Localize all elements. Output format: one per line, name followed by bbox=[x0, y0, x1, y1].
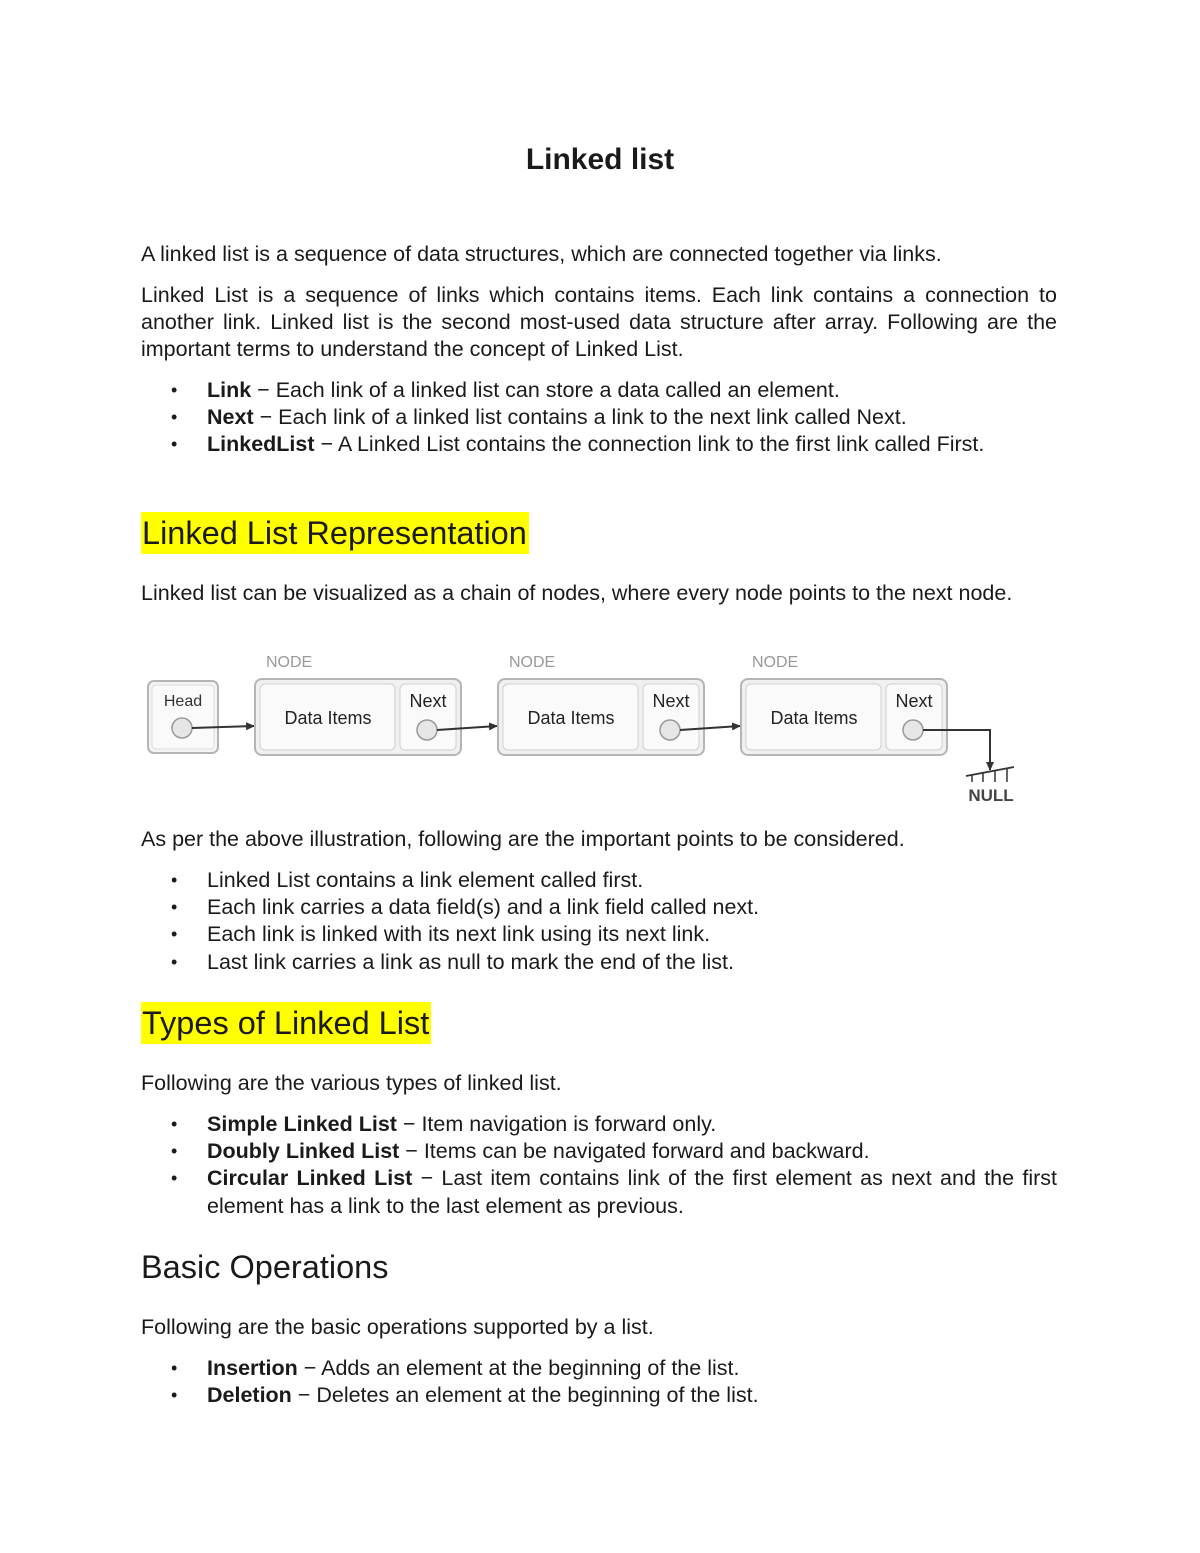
node-label: NODE bbox=[752, 654, 799, 671]
head-box bbox=[148, 681, 218, 753]
next-label: Next bbox=[895, 691, 933, 711]
term-description: − Last item contains link of the first element as next and the first element has a link to the last element as previous. bbox=[207, 1166, 1057, 1218]
list-item bbox=[141, 949, 1057, 976]
representation-paragraph-2: As per the above illustration, following are the important points to be considered. bbox=[141, 827, 905, 851]
term-label: Circular Linked List bbox=[207, 1166, 413, 1191]
heading-operations: Basic Operations bbox=[141, 1249, 389, 1285]
list-item bbox=[141, 867, 1057, 894]
bullet-icon: • bbox=[171, 380, 178, 400]
term-label: Simple Linked List bbox=[207, 1112, 397, 1136]
list-item bbox=[141, 377, 1057, 404]
term-description: − Items can be navigated forward and backward. bbox=[399, 1139, 870, 1164]
next-label: Next bbox=[652, 691, 690, 711]
term-description: − Item navigation is forward only. bbox=[396, 1112, 717, 1136]
data-items-label: Data Items bbox=[527, 708, 615, 728]
bullet-icon: • bbox=[171, 1141, 178, 1162]
list-item bbox=[141, 404, 1057, 431]
terms-list bbox=[141, 377, 1057, 459]
types-list bbox=[141, 1111, 1057, 1220]
bullet-icon: • bbox=[171, 1358, 178, 1378]
list-item bbox=[141, 1138, 1057, 1165]
list-item bbox=[141, 1382, 1057, 1409]
term-label: Deletion bbox=[207, 1383, 292, 1408]
point-text: Each link carries a data field(s) and a link field called next. bbox=[207, 895, 760, 920]
node-2 bbox=[498, 654, 704, 755]
list-item bbox=[141, 921, 1057, 948]
intro-paragraph-2: Linked List is a sequence of links which contains items. Each link contains a connection to another link. Linked list is the second most-used data structure after array. Following are the important terms to understand the concept of Linked List. bbox=[141, 283, 1057, 362]
bullet-icon: • bbox=[171, 434, 178, 455]
operations-list bbox=[141, 1355, 1057, 1409]
term-label: Insertion bbox=[207, 1356, 298, 1380]
null-label: NULL bbox=[968, 786, 1014, 805]
head-label: Head bbox=[163, 693, 203, 710]
term-description: − Deletes an element at the beginning of the list. bbox=[291, 1383, 759, 1408]
term-label: Link bbox=[207, 378, 252, 402]
term-label: Doubly Linked List bbox=[207, 1139, 400, 1164]
bullet-icon: • bbox=[171, 407, 178, 428]
page-title: Linked list bbox=[525, 143, 675, 176]
next-label: Next bbox=[409, 691, 447, 711]
list-item bbox=[141, 1165, 1057, 1219]
list-item bbox=[141, 431, 1057, 458]
next-pointer-icon bbox=[903, 720, 923, 740]
term-label: LinkedList bbox=[207, 432, 315, 457]
representation-paragraph-1: Linked list can be visualized as a chain of nodes, where every node points to the next node. bbox=[141, 581, 1013, 605]
bullet-icon: • bbox=[171, 1385, 178, 1406]
bullet-icon: • bbox=[171, 1168, 178, 1189]
list-item bbox=[141, 894, 1057, 921]
next-pointer-icon bbox=[417, 720, 437, 740]
node-label: NODE bbox=[266, 654, 313, 671]
points-list bbox=[141, 867, 1057, 976]
intro-paragraph-1: A linked list is a sequence of data structures, which are connected together via links. bbox=[141, 242, 942, 266]
data-items-label: Data Items bbox=[770, 708, 858, 728]
list-item bbox=[141, 1355, 1057, 1382]
node-3 bbox=[741, 654, 947, 755]
bullet-icon: • bbox=[171, 870, 178, 890]
list-item bbox=[141, 1111, 1057, 1138]
head-pointer-icon bbox=[172, 718, 192, 738]
bullet-icon: • bbox=[171, 1114, 178, 1134]
bullet-icon: • bbox=[171, 897, 178, 918]
heading-representation: Linked List Representation bbox=[141, 512, 529, 554]
point-text: Each link is linked with its next link using its next link. bbox=[207, 922, 711, 947]
bullet-icon: • bbox=[171, 924, 178, 945]
operations-paragraph: Following are the basic operations supported by a list. bbox=[141, 1315, 654, 1339]
term-label: Next bbox=[207, 405, 254, 430]
node-label: NODE bbox=[509, 654, 556, 671]
term-description: − Each link of a linked list can store a data called an element. bbox=[251, 378, 840, 402]
point-text: Last link carries a link as null to mark the end of the list. bbox=[207, 949, 734, 974]
bullet-icon: • bbox=[171, 951, 178, 972]
node-1 bbox=[255, 654, 461, 755]
term-description: − Adds an element at the beginning of the list. bbox=[297, 1356, 740, 1380]
linked-list-diagram bbox=[140, 646, 1030, 811]
term-description: − Each link of a linked list contains a link to the next link called Next. bbox=[253, 405, 907, 430]
data-items-label: Data Items bbox=[284, 708, 372, 728]
types-paragraph: Following are the various types of linked list. bbox=[141, 1071, 562, 1095]
point-text: Linked List contains a link element called first. bbox=[207, 868, 644, 892]
term-description: − A Linked List contains the connection link to the first link called First. bbox=[314, 432, 985, 457]
heading-types: Types of Linked List bbox=[141, 1002, 431, 1044]
next-pointer-icon bbox=[660, 720, 680, 740]
